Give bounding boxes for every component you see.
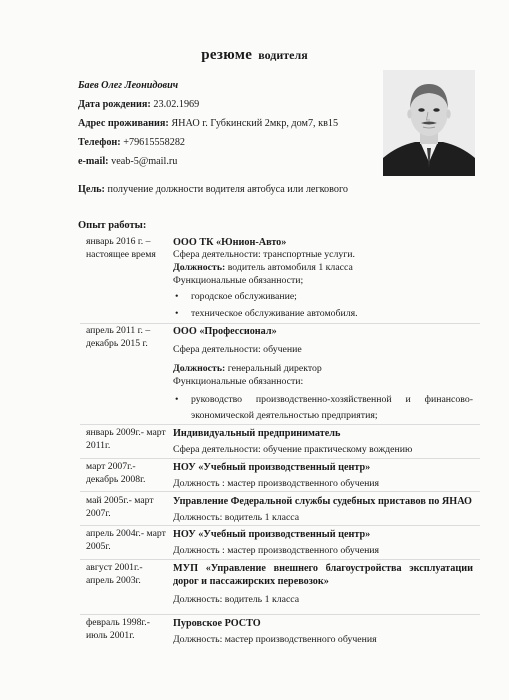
personal-info [78, 80, 338, 175]
employer-name: Управление Федеральной службы судебных приставов по ЯНАО [173, 496, 472, 507]
entry-period [86, 562, 170, 587]
experience-heading: Опыт работы: [78, 220, 147, 231]
period-end: март 2007г. [86, 495, 154, 519]
phone-label: Телефон: [78, 137, 121, 148]
employer-name: Пуровское РОСТО [173, 618, 261, 629]
position-label: Должность: [173, 261, 226, 273]
title-main: резюме [201, 47, 253, 63]
entry-content [173, 495, 478, 525]
duty-item: • техническое обслуживание автомобиля. [173, 308, 473, 321]
employer-name: НОУ «Учебный производственный центр» [173, 529, 371, 540]
entry-divider [80, 323, 480, 324]
period-end: март 2011г. [86, 427, 166, 451]
period-start: январь 2009г.- [86, 427, 144, 438]
entry-detail: Сфера деятельности: транспортные услуги. [173, 249, 355, 261]
duty-item-cont: экономической деятельностью предприятия; [191, 410, 378, 422]
entry-detail: Должность: водитель 1 класса [173, 512, 300, 524]
entry-content [173, 236, 473, 321]
email-value: veab-5@mail.ru [111, 156, 178, 167]
resume-title [0, 46, 509, 65]
entry-detail: Должность: мастер производственного обучения [173, 634, 377, 646]
entry-period [86, 617, 170, 642]
full-name: Баев Олег Леонидович [78, 80, 179, 91]
address-value: ЯНАО г. Губкинский 2мкр, дом7, кв15 [171, 118, 339, 129]
entry-divider [80, 559, 480, 560]
entry-content [173, 427, 473, 457]
entry-detail: Должность: водитель 1 класса [173, 593, 300, 605]
entry-period [86, 495, 170, 520]
period-end: март 2005г. [86, 528, 166, 552]
portrait-image [383, 70, 475, 176]
position-label: Должность: [173, 362, 226, 374]
period-start: апрель 2011 г. – [86, 325, 151, 336]
period-start: август 2001г.- [86, 562, 143, 573]
entry-divider [80, 458, 480, 459]
entry-content [173, 325, 473, 423]
entry-period [86, 325, 170, 350]
birth-label: Дата рождения: [78, 99, 151, 110]
entry-content [173, 617, 473, 647]
period-start: апрель 2004г.- [86, 528, 145, 539]
entry-content [173, 528, 473, 558]
employer-name: МУП «Управление внешнего благоустройства эксплуатации [173, 563, 473, 574]
position-value: генеральный директор [227, 362, 322, 374]
period-start: февраль 1998г.- [86, 617, 150, 628]
entry-detail: Сфера деятельности: обучение практическому вождению [173, 444, 413, 456]
period-end: декабрь 2008г. [86, 473, 146, 485]
period-start: март 2007г.- [86, 461, 136, 472]
entry-detail: Сфера деятельности: обучение [173, 344, 302, 356]
position-value: водитель автомобиля 1 класса [227, 261, 353, 273]
address-label: Адрес проживания: [78, 118, 169, 129]
period-end: июль 2001г. [86, 629, 135, 641]
email-label: e-mail: [78, 156, 109, 167]
entry-divider [80, 491, 480, 492]
entry-period [86, 427, 170, 452]
employer-name: ООО «Профессионал» [173, 326, 277, 337]
period-end: декабрь 2015 г. [86, 337, 148, 349]
duty-item: • городское обслуживание; [173, 291, 473, 304]
entry-period [86, 236, 170, 261]
entry-detail: Должность : мастер производственного обучения [173, 545, 380, 557]
phone-value: +79615558282 [123, 137, 186, 148]
career-goal [78, 184, 348, 197]
employer-name: НОУ «Учебный производственный центр» [173, 462, 371, 473]
entry-divider [80, 525, 480, 526]
title-sub: водителя [258, 48, 308, 62]
entry-detail: Функциональные обязанности; [173, 274, 304, 286]
entry-period [86, 528, 170, 553]
employer-name: ООО ТК «Юнион-Авто» [173, 237, 287, 248]
period-start: январь 2016 г. – [86, 236, 151, 247]
employer-name-cont: дорог и пассажирских перевозок» [173, 576, 329, 588]
employer-name: Индивидуальный предприниматель [173, 428, 341, 439]
duty-item: • руководство производственно-хозяйственной и финансово- [173, 394, 473, 407]
entry-divider [80, 614, 480, 615]
entry-detail: Должность : мастер производственного обучения [173, 478, 380, 490]
birth-value: 23.02.1969 [153, 99, 200, 110]
period-end: настоящее время [86, 248, 156, 260]
goal-value: получение должности водителя автобуса или легкового [107, 184, 348, 195]
goal-label: Цель: [78, 184, 105, 195]
entry-detail: Функциональные обязанности: [173, 375, 304, 387]
entry-content [173, 562, 473, 606]
entry-content [173, 461, 473, 491]
period-end: апрель 2003г. [86, 574, 141, 586]
profile-photo [383, 70, 475, 176]
period-start: май 2005г.- [86, 495, 132, 506]
entry-period [86, 461, 170, 486]
entry-divider [80, 424, 480, 425]
